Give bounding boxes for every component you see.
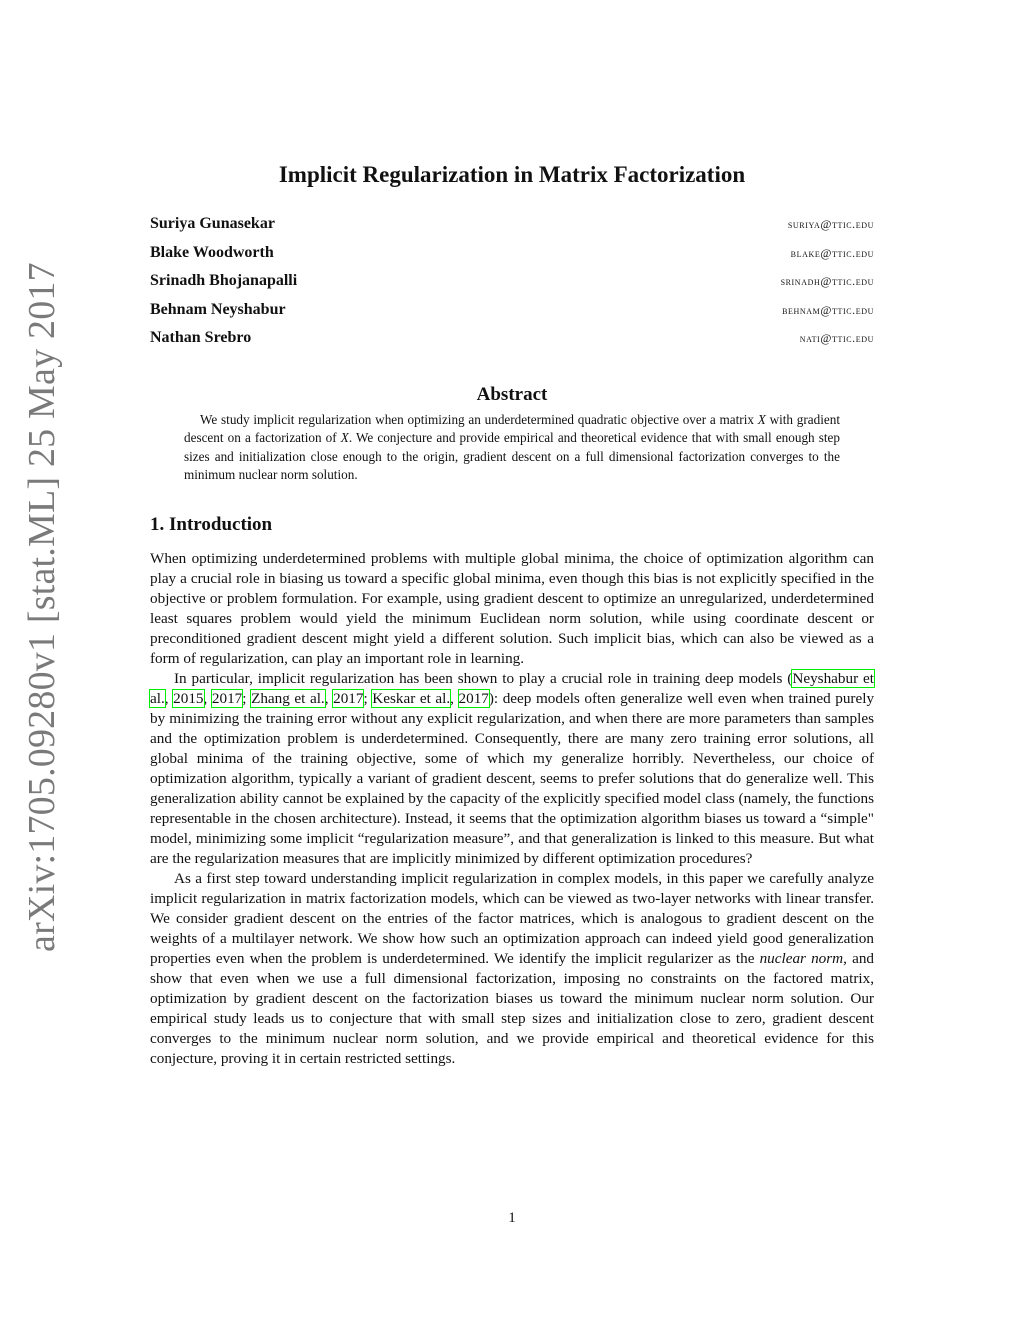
citation-link[interactable]: 2017 — [211, 690, 243, 707]
math-variable: X — [757, 412, 766, 427]
abstract-text-segment: We study implicit regularization when optimizing an underdetermined quadratic objective over a matrix — [200, 412, 758, 427]
abstract-text-segment: with gradient descent on a factorization of — [184, 412, 840, 446]
author-row — [150, 272, 874, 301]
author-name: Nathan Srebro — [150, 329, 252, 346]
author-name: Srinadh Bhojanapalli — [150, 272, 298, 289]
text-segment: , — [203, 690, 212, 707]
author-email[interactable]: behnam@ttic.edu — [782, 302, 874, 317]
text-segment: , and show that even when we use a full dimensional factorization, imposing no constraints on the factored matrix, optimization by gradient descent on the factorization biases us toward the minimum nuclear norm solution. Our empirical study leads us to conjecture that with small step sizes and initialization close to zero, gradient descent converges to the minimum nuclear norm solution, and we provide empirical and theoretical evidence for this conjecture, proving it in certain restricted settings. — [150, 950, 875, 1067]
author-row — [150, 244, 874, 273]
text-segment: In particular, implicit regularization has been shown to play a crucial role in training deep models ( — [174, 670, 793, 687]
paragraph — [150, 669, 874, 869]
citation-link[interactable]: Neyshabur et al. — [150, 670, 874, 707]
text-segment: ; — [242, 690, 252, 707]
author-email[interactable]: nati@ttic.edu — [799, 331, 874, 345]
text-segment: , — [164, 690, 174, 707]
author-row — [150, 329, 874, 358]
text-segment: , — [324, 690, 334, 707]
math-variable: X — [340, 430, 349, 446]
text-segment: ): deep models often generalize well even when trained purely by minimizing the training error without any explicit regularization, and when there are more parameters than samples and the optimization problem is underdetermined. Consequently, there are many zero training error solutions, all global minima of the training objective, some of which my generalize horribly. Nevertheless, our choice of optimization algorithm, typically a variant of gradient descent, seems to prefer solutions that do generalize well. This generalization ability cannot be explained by the capacity of the explicitly specified model class (namely, the functions representable in the chosen architecture). Instead, it seems that the optimization algorithm biases us toward a “simple" model, minimizing some implicit “regularization measure”, and that generalization is linked to this measure. But what are the regularization measures that are implicitly minimized by different optimization procedures? — [150, 690, 875, 867]
citation-link[interactable]: Zhang et al. — [251, 690, 325, 707]
author-name: Blake Woodworth — [150, 243, 274, 261]
page-number: 1 — [508, 1210, 516, 1226]
abstract-text — [184, 411, 840, 484]
author-name: Suriya Gunasekar — [150, 215, 275, 232]
arxiv-identifier: arXiv:1705.09280v1 [stat.ML] 25 May 2017 — [21, 262, 63, 952]
section-heading: 1. Introduction — [150, 514, 273, 535]
author-row — [150, 301, 874, 330]
text-segment: , — [450, 690, 459, 707]
author-name: Behnam Neyshabur — [150, 300, 286, 318]
paper-title: Implicit Regularization in Matrix Factorization — [278, 162, 746, 187]
author-email[interactable]: suriya@ttic.edu — [787, 217, 874, 231]
author-email[interactable]: blake@ttic.edu — [790, 245, 874, 260]
citation-link[interactable]: 2017 — [458, 690, 489, 707]
paragraph — [150, 869, 874, 1069]
author-list — [150, 215, 874, 358]
abstract-text-segment: . We conjecture and provide empirical and theoretical evidence that with small enough step sizes and initialization close enough to the origin, gradient descent on a full dimensional factorization converges to the minimum nuclear norm solution. — [184, 430, 840, 482]
emphasis-term: nuclear norm — [759, 950, 844, 967]
citation-link[interactable]: 2015 — [173, 690, 204, 707]
introduction-body — [150, 549, 874, 1069]
abstract-heading: Abstract — [476, 384, 548, 405]
paragraph: When optimizing underdetermined problems with multiple global minima, the choice of optimization algorithm can play a crucial role in biasing us toward a specific global minima, even though this bias is not explicitly specified in the objective or problem formulation. For example, using gradient descent to optimize an unregularized, underdetermined least squares problem would yield the minimum Euclidean norm solution, while using coordinate descent or preconditioned gradient descent might yield a different solution. Such implicit bias, which can also be viewed as a form of regularization, can play an important role in learning. — [150, 550, 874, 667]
text-segment: ; — [363, 690, 373, 707]
citation-link[interactable]: Keskar et al. — [372, 690, 451, 707]
citation-link[interactable]: 2017 — [333, 690, 364, 707]
text-segment: As a first step toward understanding implicit regularization in complex models, in this paper we carefully analyze implicit regularization in matrix factorization models, which can be viewed as two-layer networks with linear transfer. We consider gradient descent on the entries of the factor matrices, which is analogous to gradient descent on the weights of a multilayer network. We show how such an optimization approach can indeed yield good generalization properties even when the problem is underdetermined. We identify the implicit regularizer as the — [150, 870, 874, 967]
author-email[interactable]: srinadh@ttic.edu — [780, 274, 874, 288]
author-row — [150, 215, 874, 244]
